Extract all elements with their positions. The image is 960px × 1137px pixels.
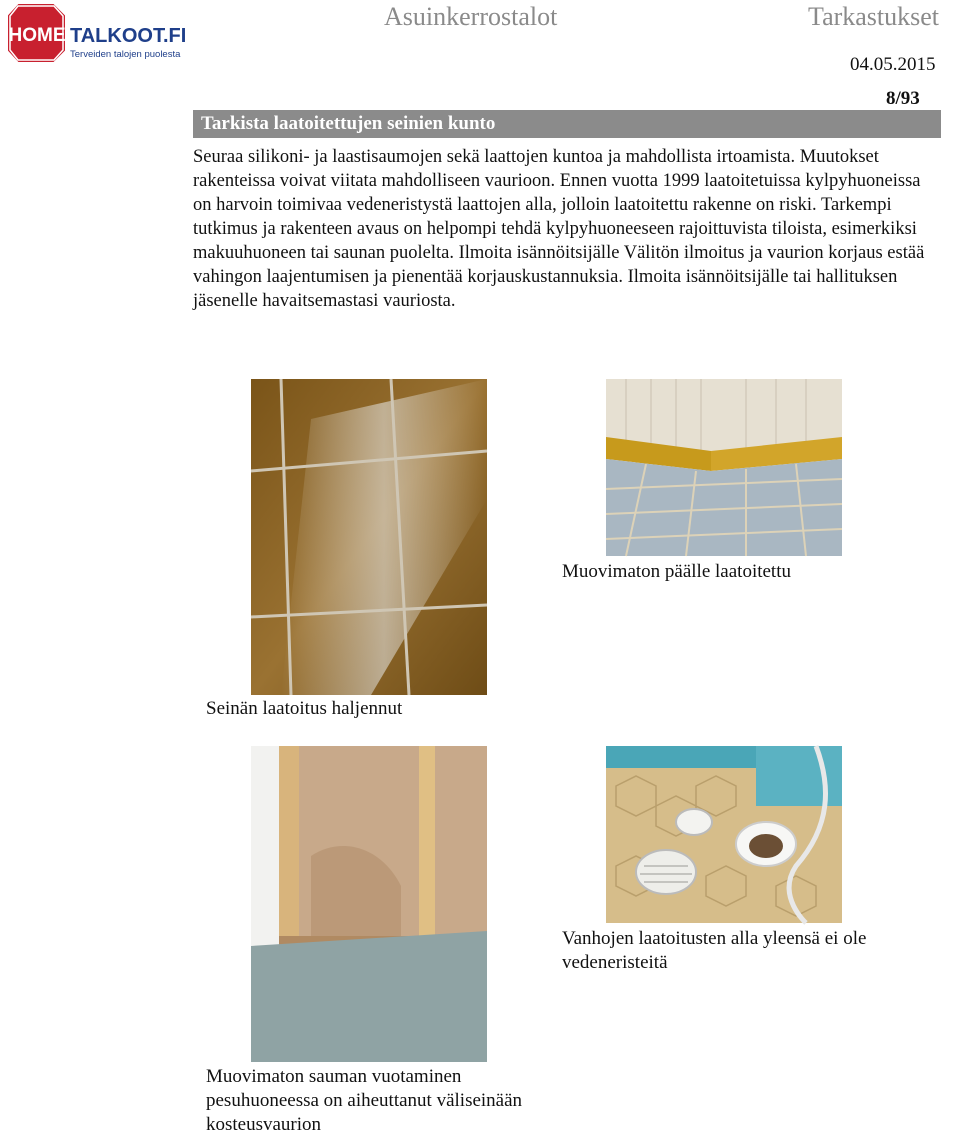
logo-home-text: HOME xyxy=(8,25,66,46)
page-number: 8/93 xyxy=(886,88,920,109)
caption-photo-3: Muovimaton sauman vuotaminen pesuhuoneessa on aiheuttanut väliseinään kosteusvaurion xyxy=(206,1066,523,1135)
photo-floor-drain xyxy=(606,746,842,923)
caption-photo-1: Seinän laatoitus haljennut xyxy=(206,698,403,719)
section-title: Tarkista laatoitettujen seinien kunto xyxy=(201,113,496,134)
photo-wall-moisture-damage xyxy=(251,746,487,1062)
photo-tiled-over-vinyl-floor xyxy=(606,379,842,556)
header-date: 04.05.2015 xyxy=(850,54,936,75)
caption-photo-4: Vanhojen laatoitusten alla yleensä ei ole vedeneristeitä xyxy=(562,928,867,973)
caption-photo-2: Muovimaton päälle laatoitettu xyxy=(562,561,791,582)
logo-talkoot-text: TALKOOT.FI xyxy=(70,25,187,47)
section-body-text: Seuraa silikoni- ja laastisaumojen sekä laattojen kuntoa ja mahdollista irtoamista. Muutokset rakenteissa voivat viitata mahdolliseen vaurioon. Ennen vuotta 1999 laatoitetuissa kylpyhuoneissa on harvoin toimivaa vedeneristystä laattojen alla, jolloin laatoitettu rakenne on riski. Tarkempi tutkimus ja rakenteen avaus on helpompi tehdä kylpyhuoneeseen rajoittuvista tiloista, esimerkiksi makuuhuoneen tai saunan puolelta. Ilmoita isännöitsijälle Välitön ilmoitus ja vaurion korjaus estää vahingon laajentumisen ja pienentää korjauskustannuksia. Ilmoita isännöitsijälle tai hallituksen jäsenelle havaitsemastasi vauriosta. xyxy=(193,147,925,311)
hometalkoot-logo[interactable] xyxy=(6,2,187,64)
header-title-left: Asuinkerrostalot xyxy=(384,2,558,31)
section-title-bar xyxy=(193,110,941,138)
photo-cracked-wall-tiles xyxy=(251,379,487,695)
logo-tagline: Terveiden talojen puolesta xyxy=(70,49,181,60)
header-title-right: Tarkastukset xyxy=(808,2,940,31)
